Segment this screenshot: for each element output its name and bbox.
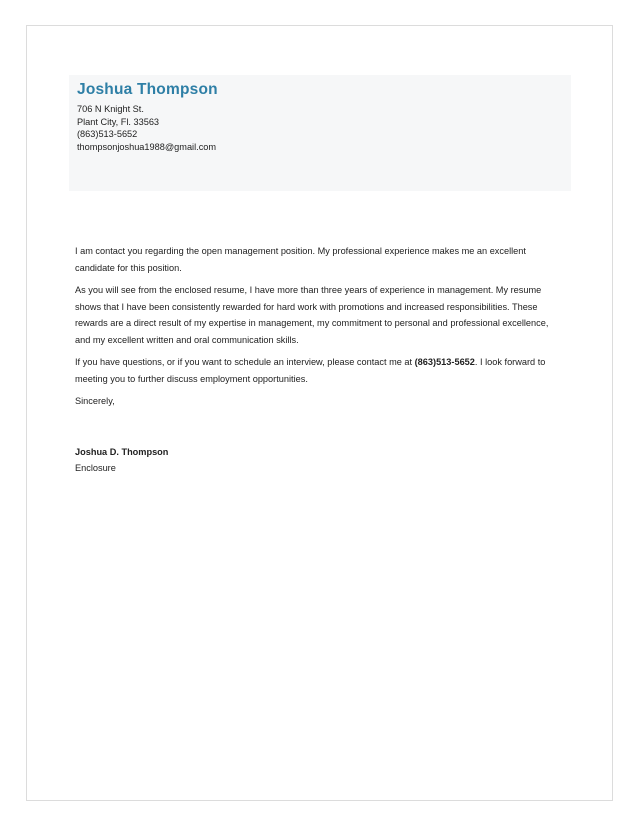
paragraph-contact-text-after: . I look forward to meeting you to further discuss employment opportunities. (75, 357, 546, 384)
paragraph-contact (75, 354, 565, 387)
sender-name: Joshua Thompson (77, 81, 218, 98)
closing-salutation: Sincerely, (75, 396, 115, 406)
enclosure-label: Enclosure (75, 463, 116, 473)
paragraph-contact-text-before: If you have questions, or if you want to schedule an interview, please contact me at (75, 357, 415, 367)
letterhead (69, 75, 571, 191)
letter-body (75, 243, 565, 410)
sender-contact-block (77, 103, 216, 153)
document-page (26, 25, 613, 801)
sender-city: Plant City, Fl. 33563 (77, 116, 160, 127)
sender-street: 706 N Knight St. (77, 104, 144, 114)
sender-email: thompsonjoshua1988@gmail.com (77, 141, 217, 152)
contact-phone-bold: (863)513-5652 (414, 357, 475, 367)
paragraph-experience: As you will see from the enclosed resume, I have more than three years of experience in management. My resume shows that I have been consistently rewarded for hard work with promotions and increased responsibilities. These rewards are a direct result of my expertise in management, my commitment to personal and professional excellence, and my excellent written and oral communication skills. (75, 285, 549, 345)
sender-phone: (863)513-5652 (77, 129, 138, 140)
signature-name: Joshua D. Thompson (75, 447, 169, 457)
signature-block (75, 444, 168, 476)
paragraph-intro: I am contact you regarding the open management position. My professional experience makes me an excellent candidate for this position. (75, 246, 526, 273)
